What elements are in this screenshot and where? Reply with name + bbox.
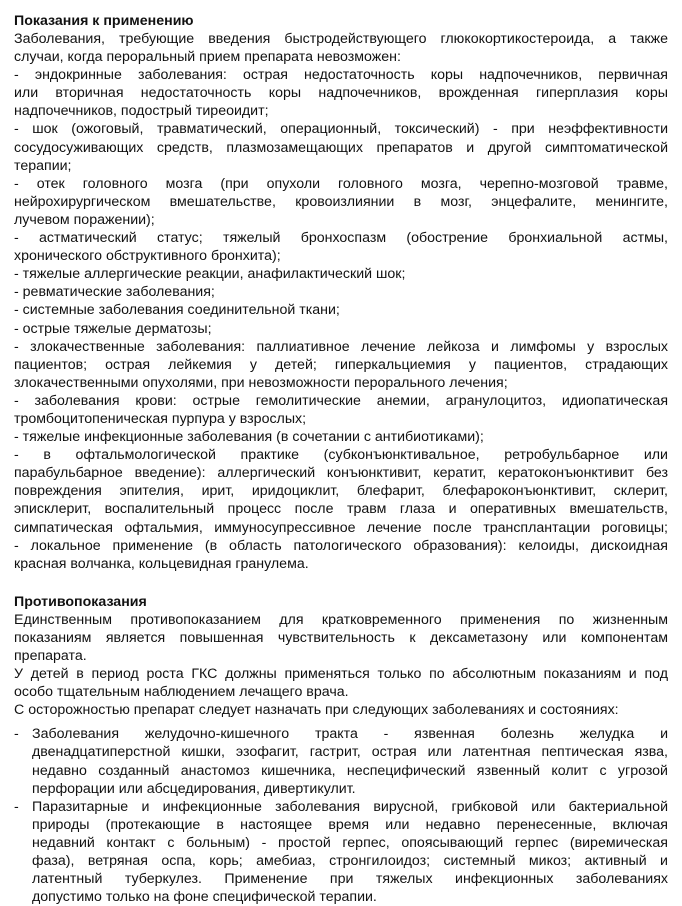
contraindications-line: особо тщательным наблюдением лечащего врача. (14, 684, 349, 701)
contraindications-line: С осторожностью препарат следует назначать при следующих заболеваниях и состояниях: (14, 702, 619, 719)
indications-line: нейрохирургическом вмешательстве, кровоизлиянии в мозг, энцефалите, менингите, (14, 193, 668, 210)
indications-line: - отек головного мозга (при опухоли головного мозга, черепно-мозговой травме, (14, 175, 668, 192)
indications-line: лучевом поражении); (14, 211, 155, 228)
list-item: недавний контакт с больным) - простой герпес, опоясывающий герпес (виремическая (32, 834, 668, 851)
indications-line: красная волчанка, кольцевидная гранулема. (14, 555, 309, 572)
list-item: двенадцатиперстной кишки, эзофагит, гастрит, острая или латентная пептическая язва, (32, 744, 668, 761)
indications-line: - системные заболевания соединительной ткани; (14, 302, 340, 319)
list-item (14, 725, 668, 743)
indications-line: хронического обструктивного бронхита); (14, 248, 281, 265)
contraindications-line: Единственным противопоказанием для кратковременного применения по жизненным (14, 611, 668, 628)
indications-line: - заболевания крови: острые гемолитические анемии, агранулоцитоз, идиопатическая (14, 392, 668, 409)
indications-line: случаи, когда пероральный прием препарата невозможен: (14, 49, 401, 66)
list-item: латентный туберкулез. Применение при тяжелых инфекционных заболеваниях (32, 871, 668, 888)
indications-line: - ревматические заболевания; (14, 284, 215, 301)
indications-line: эписклерит, воспалительный процесс после травм глаза и оперативных вмешательств, (14, 501, 668, 518)
list-item-text: Паразитарные и инфекционные заболевания вирусной, грибковой или бактериальной (32, 798, 668, 815)
indications-line: - астматический статус; тяжелый бронхоспазм (обострение бронхиальной астмы, (14, 230, 668, 247)
indications-line: пациентов; острая лейкемия у детей; гиперкальциемия у пациентов, страдающих (14, 356, 668, 373)
contraindications-list (14, 725, 668, 906)
contraindications-line: показаниям является повышенная чувствительность к дексаметазону или компонентам (14, 629, 668, 646)
indications-line: злокачественными опухолями, при невозможности перорального лечения; (14, 374, 508, 391)
indications-heading: Показания к применению (14, 13, 194, 29)
contraindications-line: препарата. (14, 648, 87, 664)
indications-line: - тяжелые аллергические реакции, анафилактический шок; (14, 266, 406, 283)
list-bullet-dash: - (14, 726, 19, 743)
indications-line: - локальное применение (в область патологического образования): келоиды, дискоидная (14, 537, 668, 554)
indications-line: парабульбарное введение): аллергический конъюнктивит, кератит, кератоконъюнктивит без (14, 465, 668, 482)
list-item (14, 798, 668, 816)
indications-line: - тяжелые инфекционные заболевания (в сочетании с антибиотиками); (14, 429, 484, 446)
contraindications-text (14, 611, 668, 720)
indications-line: - острые тяжелые дерматозы; (14, 320, 212, 337)
indications-line: или вторичная недостаточность коры надпочечников, врожденная гиперплазия коры (14, 85, 668, 102)
indications-line: тромбоцитопеническая пурпура у взрослых; (14, 410, 307, 427)
list-item: перфорации или абсцедирования, дивертикулит. (32, 780, 356, 797)
indications-line: повреждения эпителия, ирит, иридоциклит, блефарит, блефароконъюнктивит, склерит, (14, 483, 668, 500)
contraindications-heading: Противопоказания (14, 593, 147, 610)
contraindications-line: У детей в период роста ГКС должны применяться только по абсолютным показаниям и под (14, 666, 668, 683)
indications-line: терапии; (14, 157, 72, 174)
indications-line: - злокачественные заболевания: паллиативное лечение лейкоза и лимфомы у взрослых (14, 338, 668, 355)
list-item: недавно созданный анастомоз кишечника, неспецифический язвенный колит с угрозой (32, 762, 668, 779)
list-item-text: Заболевания желудочно-кишечного тракта - язвенная болезнь желудка и (32, 726, 668, 743)
list-bullet-dash: - (14, 798, 19, 815)
indications-line: надпочечников, подострый тиреоидит; (14, 103, 269, 120)
indications-line: - эндокринные заболевания: острая недостаточность коры надпочечников, первичная (14, 67, 668, 84)
indications-line: - шок (ожоговый, травматический, операционный, токсический) - при неэффективности (14, 121, 668, 138)
indications-line: - в офтальмологической практике (субконъюнктивальное, ретробульбарное или (14, 447, 668, 464)
indications-line: Заболевания, требующие введения быстродействующего глюкокортикостероида, а также (14, 31, 668, 47)
indications-line: сосудосуживающих средств, плазмозамещающих препаратов и другой симптоматической (14, 139, 668, 156)
list-item: допустимо только на фоне специфической терапии. (32, 889, 377, 906)
list-item: природы (протекающие в настоящее время или недавно перенесенные, включая (32, 816, 668, 833)
indications-text (14, 30, 668, 573)
list-item: фаза), ветряная оспа, корь; амебиаз, стронгилоидоз; системный микоз; активный и (32, 853, 668, 870)
indications-line: симпатическая офтальмия, иммуносупрессивное лечение после трансплантации роговицы; (14, 519, 668, 536)
